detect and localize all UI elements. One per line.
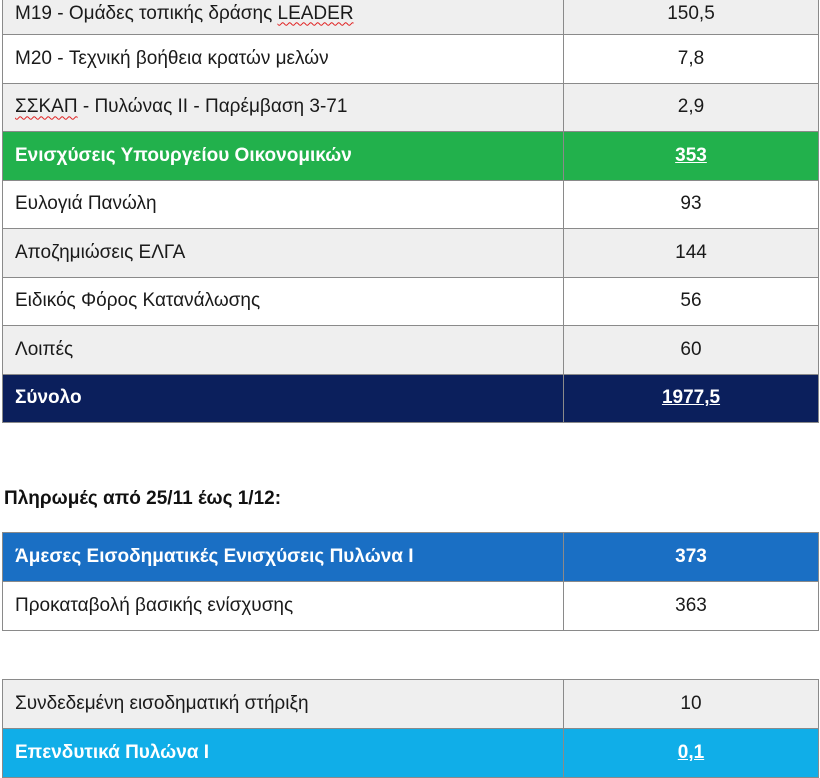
- row-label: ΣΣΚΑΠ - Πυλώνας ΙΙ - Παρέμβαση 3-71: [3, 83, 564, 132]
- row-value: 150,5: [564, 0, 819, 35]
- row-label: Ειδικός Φόρος Κατανάλωσης: [3, 277, 564, 326]
- row-label: M19 - Ομάδες τοπικής δράσης LEADER: [3, 0, 564, 35]
- row-value: [564, 374, 819, 423]
- total-row: [3, 374, 819, 423]
- row-label: Άμεσες Εισοδηματικές Ενισχύσεις Πυλώνα Ι: [3, 533, 564, 582]
- table-row: [3, 582, 819, 631]
- funding-table: [2, 0, 819, 423]
- payments-table: [2, 532, 819, 778]
- row-value: 7,8: [564, 35, 819, 84]
- value-link[interactable]: 353: [675, 144, 707, 166]
- spellcheck-mark: ΣΣΚΑΠ: [15, 96, 78, 118]
- row-label: Συνδεδεμένη εισοδηματική στήριξη: [3, 680, 564, 729]
- row-gap: [3, 631, 819, 680]
- table-row: [3, 326, 819, 375]
- row-value: 2,9: [564, 83, 819, 132]
- table-row: [3, 277, 819, 326]
- row-label: M20 - Τεχνική βοήθεια κρατών μελών: [3, 35, 564, 84]
- table-row: [3, 180, 819, 229]
- row-value: 60: [564, 326, 819, 375]
- row-value: 144: [564, 229, 819, 278]
- spellcheck-mark: LEADER: [277, 2, 354, 24]
- row-value: [564, 729, 819, 778]
- row-value: 56: [564, 277, 819, 326]
- row-value: 93: [564, 180, 819, 229]
- row-label: Επενδυτικά Πυλώνα Ι: [3, 729, 564, 778]
- table-row: [3, 533, 819, 582]
- section-heading: Πληρωμές από 25/11 έως 1/12:: [4, 488, 282, 509]
- row-label: Αποζημιώσεις ΕΛΓΑ: [3, 229, 564, 278]
- row-value: [564, 132, 819, 181]
- table-row: [3, 83, 819, 132]
- table-row: [3, 35, 819, 84]
- row-value: 10: [564, 680, 819, 729]
- subtotal-row: [3, 132, 819, 181]
- value-link[interactable]: 0,1: [677, 742, 705, 763]
- table-row: [3, 680, 819, 729]
- row-value: 373: [564, 533, 819, 582]
- row-label: Ενισχύσεις Υπουργείου Οικονομικών: [3, 132, 564, 181]
- value-link[interactable]: 1977,5: [661, 387, 721, 409]
- row-label: Ευλογιά Πανώλη: [3, 180, 564, 229]
- table-row: [3, 229, 819, 278]
- table-row: [3, 0, 819, 35]
- table-row: [3, 729, 819, 778]
- row-value: 363: [564, 582, 819, 631]
- row-label: Σύνολο: [3, 374, 564, 423]
- row-label: Λοιπές: [3, 326, 564, 375]
- row-label: Προκαταβολή βασικής ενίσχυσης: [3, 582, 564, 631]
